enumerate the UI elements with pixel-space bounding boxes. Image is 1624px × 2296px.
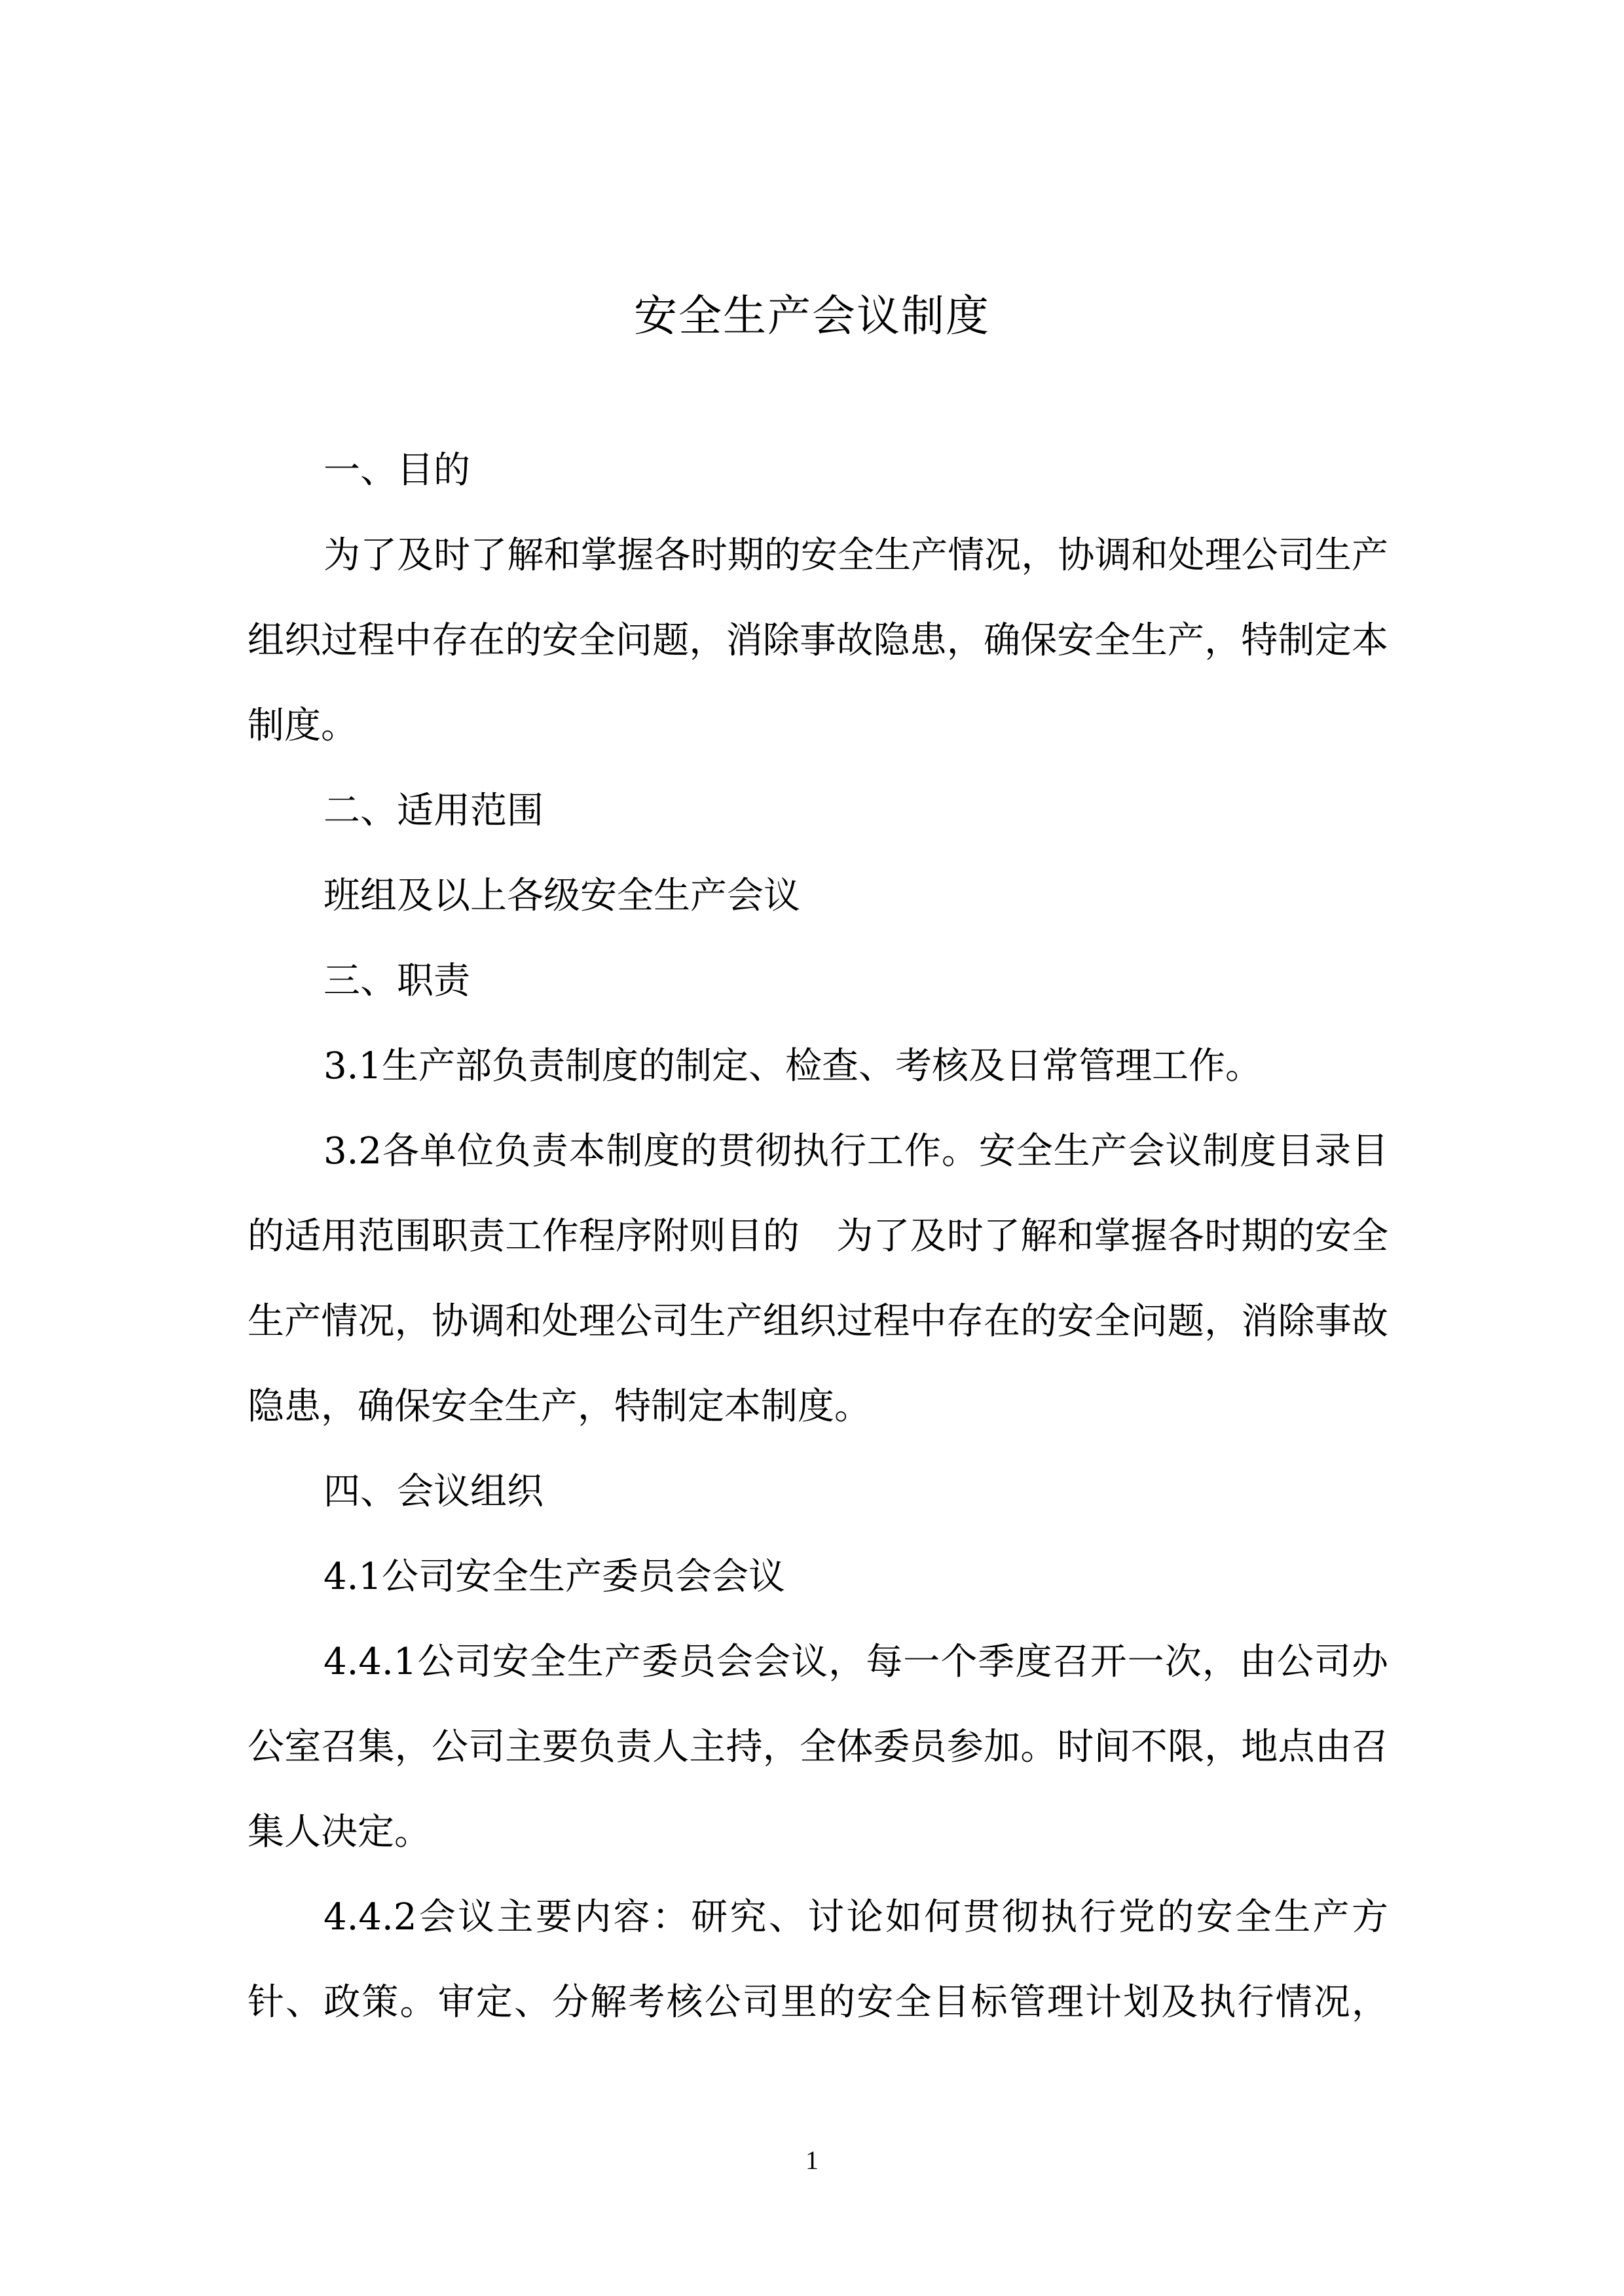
duty-item-3-1: 3.1生产部负责制度的制定、检查、考核及日常管理工作。 (323, 1045, 1263, 1087)
section-heading-meeting-organization: 四、会议组织 (323, 1470, 544, 1513)
duty-item-3-2: 3.2各单位负责本制度的贯彻执行工作。安全生产会议制度目录目的适用范围职责工作程序附则目的 为了及时了解和掌握各时期的安全生产情况，协调和处理公司生产组织过程中存在的安全问题，消除事故隐患，确保安全生产，特制定本制度。 (248, 1130, 1388, 1428)
section-heading-duties: 三、职责 (323, 960, 470, 1002)
purpose-paragraph: 为了及时了解和掌握各时期的安全生产情况，协调和处理公司生产组织过程中存在的安全问题，消除事故隐患，确保安全生产，特制定本制度。 (248, 534, 1388, 747)
section-heading-purpose: 一、目的 (323, 449, 470, 492)
scope-paragraph: 班组及以上各级安全生产会议 (323, 875, 800, 917)
document-title: 安全生产会议制度 (634, 291, 990, 341)
section-heading-scope: 二、适用范围 (323, 790, 544, 832)
subheading-4-1: 4.1公司安全生产委员会会议 (323, 1556, 786, 1598)
document-body (248, 428, 1388, 2045)
clause-4-4-2: 4.4.2会议主要内容：研究、讨论如何贯彻执行党的安全生产方针、政策。审定、分解考核公司里的安全目标管理计划及执行情况， (248, 1896, 1388, 2024)
clause-4-4-1: 4.4.1公司安全生产委员会会议，每一个季度召开一次，由公司办公室召集，公司主要负责人主持，全体委员参加。时间不限，地点由召集人决定。 (248, 1641, 1388, 1853)
page-number: 1 (805, 2145, 819, 2175)
